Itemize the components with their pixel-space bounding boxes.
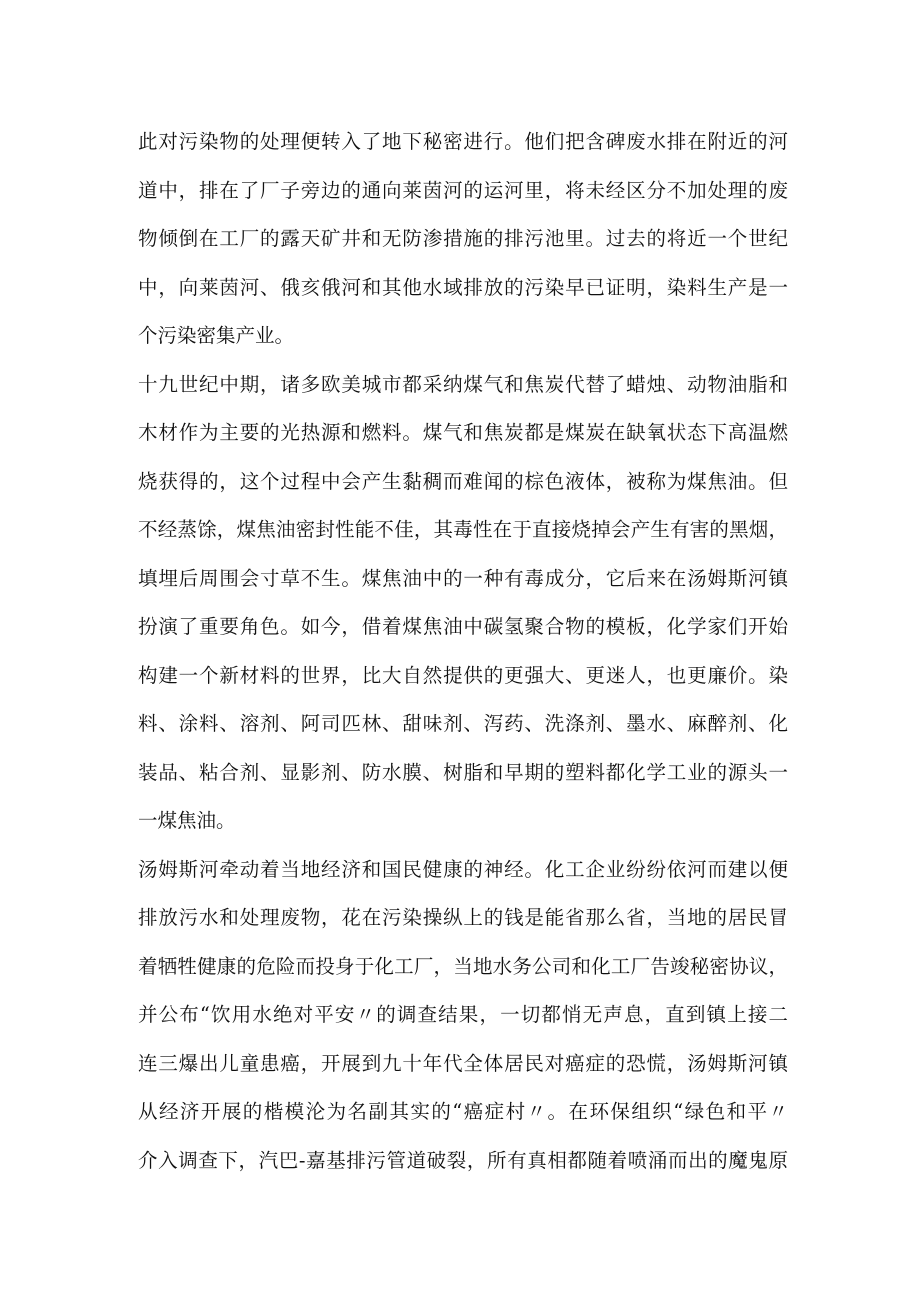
paragraph-line: 料、涂料、溶剂、阿司匹林、甜味剂、泻药、洗涤剂、墨水、麻醉剂、化 — [138, 712, 788, 735]
paragraph-line: 个污染密集产业。 — [138, 324, 295, 347]
paragraph-line: 填埋后周围会寸草不生。煤焦油中的一种有毒成分，它后来在汤姆斯河镇 — [138, 566, 788, 590]
paragraph-line: 不经蒸馀，煤焦油密封性能不佳，其毒性在于直接烧掉会产生有害的黑烟， — [138, 518, 788, 541]
paragraph-line: 装品、粘合剂、显影剂、防水膜、树脂和早期的塑料都化学工业的源头一 — [138, 760, 788, 784]
paragraph-line: 十九世纪中期，诸多欧美城市都采纳煤气和焦炭代替了蜡烛、动物油脂和 — [138, 372, 788, 396]
paragraph-line: 并公布“饮用水绝对平安〃的调查结果，一切都悄无声息，直到镇上接二 — [138, 1003, 788, 1026]
paragraph — [138, 361, 788, 846]
paragraph-line: 一煤焦油。 — [138, 809, 236, 832]
paragraph-line: 扮演了重要角色。如今，借着煤焦油中碳氢聚合物的模板，化学家们开始 — [138, 615, 788, 638]
paragraph-line: 物倾倒在工厂的露天矿井和无防渗措施的排污池里。过去的将近一个世纪 — [138, 227, 788, 250]
paragraph-line: 连三爆出儿童患癌，开展到九十年代全体居民对癌症的恐慌，汤姆斯河镇 — [138, 1051, 788, 1075]
paragraph-line: 烧获得的，这个过程中会产生黏稠而难闻的棕色液体，被称为煤焦油。但 — [138, 469, 788, 493]
paragraph-line: 此对污染物的处理便转入了地下秘密进行。他们把含碑废水排在附近的河 — [138, 130, 788, 153]
document-body — [138, 118, 788, 1185]
paragraph-line: 从经济开展的楷模沦为名副其实的“癌症村〃。在环保组织“绿色和平〃 — [138, 1100, 788, 1123]
paragraph-line: 木材作为主要的光热源和燃料。煤气和焦炭都是煤炭在缺氧状态下高温燃 — [138, 421, 788, 444]
paragraph-line: 着牺牲健康的危险而投身于化工厂，当地水务公司和化工厂告竣秘密协议， — [138, 954, 788, 978]
paragraph — [138, 118, 788, 361]
paragraph-line: 汤姆斯河牵动着当地经济和国民健康的神经。化工企业纷纷依河而建以便 — [138, 857, 788, 881]
paragraph-line: 构建一个新材料的世界，比大自然提供的更强大、更迷人，也更廉价。染 — [138, 663, 788, 687]
paragraph-line: 介入调查下，汽巴-嘉基排污管道破裂，所有真相都随着喷涌而出的魔鬼原 — [138, 1148, 788, 1172]
paragraph-line: 道中，排在了厂子旁边的通向莱茵河的运河里，将未经区分不加处理的废 — [138, 178, 788, 202]
paragraph-line: 排放污水和处理废物，花在污染操纵上的钱是能省那么省，当地的居民冒 — [138, 906, 788, 929]
paragraph-line: 中，向莱茵河、俄亥俄河和其他水域排放的污染早已证明，染料生产是一 — [138, 275, 788, 299]
paragraph — [138, 846, 788, 1186]
